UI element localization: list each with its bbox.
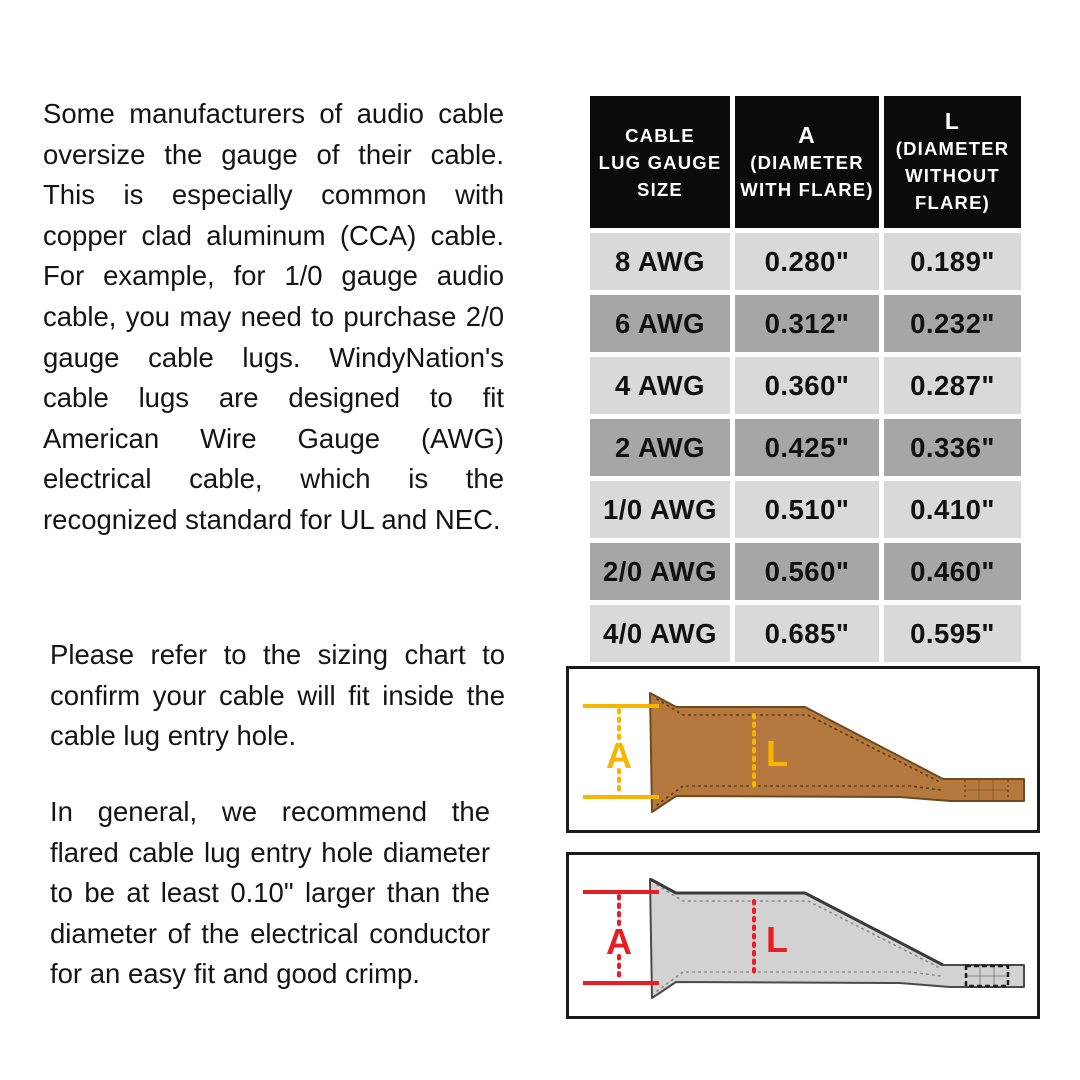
copper-lug-drawing	[569, 669, 1037, 830]
tinned-lug-body	[650, 879, 1024, 998]
cell-diameter-without-flare: 0.287"	[884, 357, 1021, 414]
header-diameter-without-flare	[884, 96, 1021, 228]
tinned-lug-diagram	[566, 852, 1040, 1019]
header-line: A	[798, 121, 816, 148]
tinned-lug-drawing	[569, 855, 1037, 1016]
cell-diameter-without-flare: 0.595"	[884, 605, 1021, 662]
header-line: SIZE	[637, 178, 683, 200]
cell-gauge-size: 4/0 AWG	[590, 605, 730, 662]
header-line: FLARE)	[914, 192, 991, 213]
cell-diameter-with-flare: 0.312"	[735, 295, 879, 352]
cell-diameter-with-flare: 0.560"	[735, 543, 879, 600]
cell-diameter-with-flare: 0.685"	[735, 605, 879, 662]
cell-gauge-size: 8 AWG	[590, 233, 730, 290]
header-line: L	[944, 108, 961, 134]
cell-diameter-without-flare: 0.410"	[884, 481, 1021, 538]
header-line: WITH FLARE)	[740, 178, 874, 200]
table-header-row	[590, 96, 1021, 228]
dimension-label-l: L	[766, 919, 788, 960]
header-line: (DIAMETER	[895, 138, 1010, 159]
header-cable-lug-gauge-size	[590, 96, 730, 228]
cell-diameter-with-flare: 0.360"	[735, 357, 879, 414]
cell-gauge-size: 2/0 AWG	[590, 543, 730, 600]
table-row	[590, 295, 1021, 352]
dimension-label-a: A	[606, 735, 632, 776]
cell-diameter-without-flare: 0.460"	[884, 543, 1021, 600]
table-row	[590, 543, 1021, 600]
sizing-table	[585, 91, 1026, 667]
header-diameter-with-flare	[735, 96, 879, 228]
header-line: CABLE	[625, 124, 695, 146]
paragraph-sizing-chart: Please refer to the sizing chart to confirm your cable will fit inside the cable lug entry hole.	[50, 639, 505, 752]
copper-lug-diagram	[566, 666, 1040, 833]
cell-gauge-size: 1/0 AWG	[590, 481, 730, 538]
table-row	[590, 605, 1021, 662]
cell-diameter-without-flare: 0.232"	[884, 295, 1021, 352]
cell-gauge-size: 2 AWG	[590, 419, 730, 476]
table-row	[590, 481, 1021, 538]
cell-gauge-size: 6 AWG	[590, 295, 730, 352]
cell-gauge-size: 4 AWG	[590, 357, 730, 414]
header-line: (DIAMETER	[750, 151, 864, 173]
table-row	[590, 357, 1021, 414]
table-row	[590, 419, 1021, 476]
paragraph-oversize-gauge: Some manufacturers of audio cable oversize the gauge of their cable. This is especially common with copper clad aluminum (CCA) cable. For example, for 1/0 gauge audio cable, you may need to purchase 2/0 gauge cable lugs. WindyNation's cable lugs are designed to fit American Wire Gauge (AWG) electrical cable, which is the recognized standard for UL and NEC.	[43, 98, 504, 535]
dimension-label-l: L	[766, 733, 788, 774]
cell-diameter-without-flare: 0.336"	[884, 419, 1021, 476]
header-line: WITHOUT	[905, 165, 1000, 186]
header-line: LUG GAUGE	[598, 151, 722, 173]
cell-diameter-with-flare: 0.510"	[735, 481, 879, 538]
cell-diameter-without-flare: 0.189"	[884, 233, 1021, 290]
table-row	[590, 233, 1021, 290]
copper-lug-body	[650, 693, 1024, 812]
dimension-label-a: A	[606, 921, 632, 962]
paragraph-crimp-recommendation: In general, we recommend the flared cable lug entry hole diameter to be at least 0.10" larger than the diameter of the electrical conductor for an easy fit and good crimp.	[50, 796, 490, 990]
cell-diameter-with-flare: 0.280"	[735, 233, 879, 290]
cell-diameter-with-flare: 0.425"	[735, 419, 879, 476]
